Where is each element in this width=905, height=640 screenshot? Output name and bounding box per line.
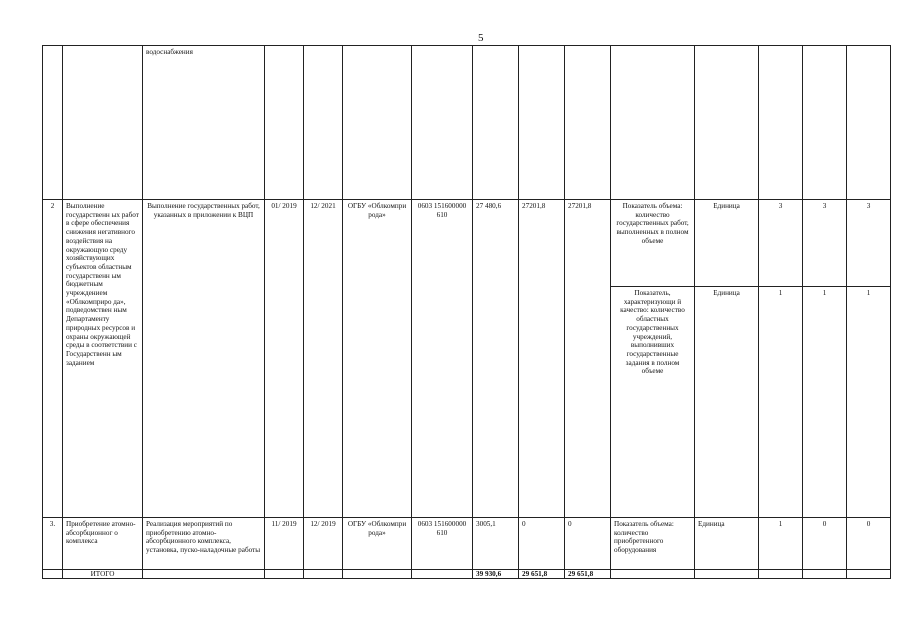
end-date: 12/ 2019: [304, 518, 343, 570]
activity-cell: водоснабжения: [143, 46, 265, 200]
sum-b: 27201,8: [565, 200, 611, 518]
end-date: 12/ 2021: [304, 200, 343, 518]
indicator-value: 3: [847, 200, 891, 287]
indicator-unit: Единица: [695, 518, 759, 570]
executor: ОГБУ «Облкомпри рода»: [343, 200, 412, 518]
sum-a: 0: [519, 518, 565, 570]
task-name: Выполнение государственн ых работ в сфере обеспечения снижения негативного воздействия на окружающую среду хозяйствующих субъектов областным государственн ым бюджетным учреждением «Облкомприро да», подведомствен ным Департаменту природных ресурсов и охраны окружающей среды в соответствии с Государственн ым заданием: [63, 200, 143, 518]
indicator-value: 1: [759, 287, 803, 518]
start-date: 11/ 2019: [265, 518, 304, 570]
activity-cell: Реализация мероприятий по приобретению атомно-абсорбционного комплекса, установка, пуско-наладочные работы: [143, 518, 265, 570]
indicator-value: 3: [759, 200, 803, 287]
indicator-name: Показатель объема: количество приобретенного оборудования: [611, 518, 695, 570]
indicator-name: Показатель объема: количество государственных работ, выполненных в полном объеме: [611, 200, 695, 287]
indicator-value: 1: [847, 287, 891, 518]
total-sum-a: 29 651,8: [519, 570, 565, 579]
sum-a: 27201,8: [519, 200, 565, 518]
indicator-unit: Единица: [695, 200, 759, 287]
total-sum-b: 29 651,8: [565, 570, 611, 579]
program-table: [42, 45, 891, 579]
table-row: [43, 518, 891, 570]
budget-code: 0603 151600000 610: [412, 200, 473, 518]
indicator-value: 0: [847, 518, 891, 570]
sum-b: 0: [565, 518, 611, 570]
start-date: 01/ 2019: [265, 200, 304, 518]
indicator-value: 1: [759, 518, 803, 570]
total-sum: 39 930,6: [473, 570, 519, 579]
indicator-unit: Единица: [695, 287, 759, 518]
row-number: 3.: [43, 518, 63, 570]
indicator-value: 0: [803, 518, 847, 570]
indicator-value: 1: [803, 287, 847, 518]
executor: ОГБУ «Облкомпри рода»: [343, 518, 412, 570]
activity-cell: Выполнение государственных работ, указанных в приложении к ВЦП: [143, 200, 265, 518]
table-row: [43, 46, 891, 200]
budget-code: 0603 151600000 610: [412, 518, 473, 570]
table-row: [43, 200, 891, 287]
task-name: Приобретение атомно-абсорбционног о комплекса: [63, 518, 143, 570]
sum-total: 3005,1: [473, 518, 519, 570]
indicator-value: 3: [803, 200, 847, 287]
sum-total: 27 480,6: [473, 200, 519, 518]
page-number: 5: [478, 32, 484, 44]
total-row: [43, 570, 891, 579]
row-number: 2: [43, 200, 63, 518]
indicator-name: Показатель, характеризующи й качество: количество областных государственных учреждений, выполнивших государственные задания в полном объеме: [611, 287, 695, 518]
total-label: ИТОГО: [63, 570, 143, 579]
